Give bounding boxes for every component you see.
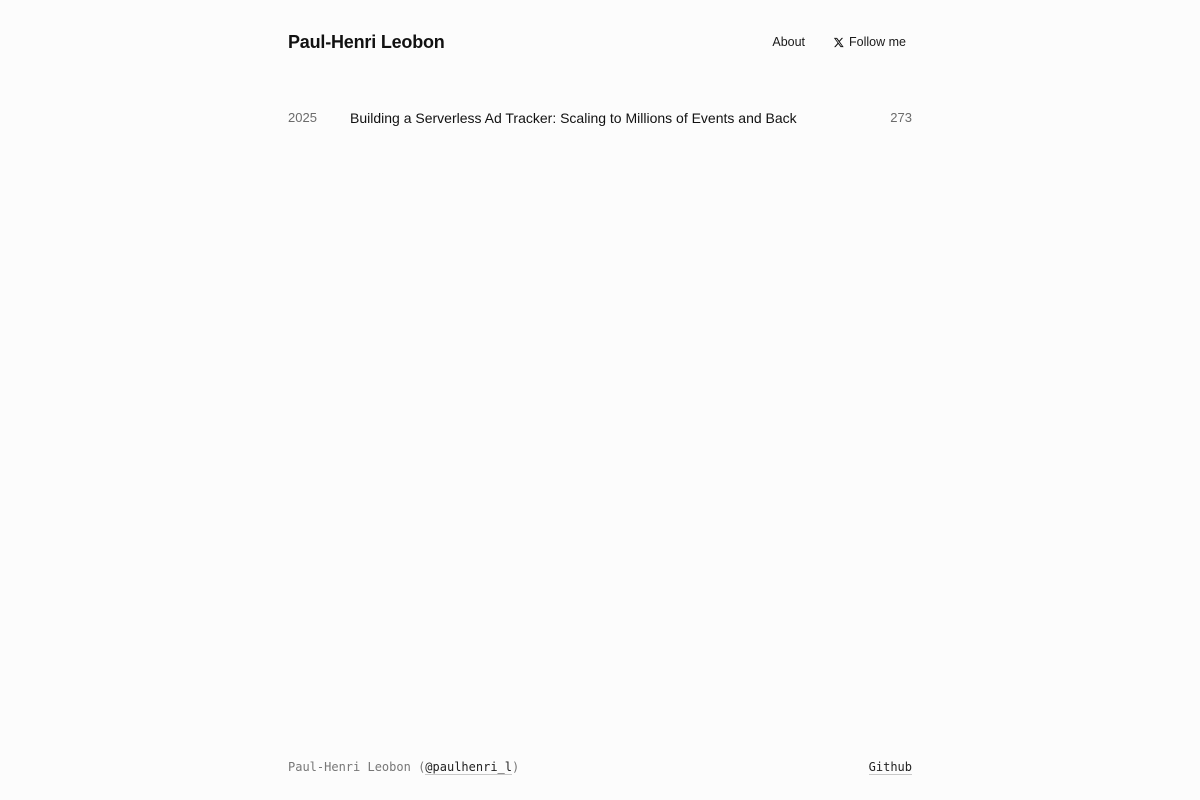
follow-me-link[interactable] (833, 30, 906, 54)
github-link[interactable]: Github (868, 760, 912, 774)
footer-links (869, 757, 912, 777)
footer-close-paren: ) (512, 760, 520, 774)
footer-open-paren: ( (418, 760, 426, 774)
footer-author-name: Paul-Henri Leobon (288, 760, 411, 774)
follow-me-label: Follow me (849, 35, 906, 49)
post-year: 2025 (288, 110, 317, 125)
top-nav (772, 30, 906, 54)
about-link[interactable]: About (772, 35, 806, 49)
site-footer (288, 757, 912, 777)
post-row[interactable] (288, 106, 912, 130)
site-header (288, 30, 912, 54)
twitter-handle-link[interactable]: @paulhenri_l (425, 760, 512, 774)
footer-credit (288, 757, 519, 777)
post-list (288, 106, 912, 130)
post-title: Building a Serverless Ad Tracker: Scaling to Millions of Events and Back (350, 110, 797, 126)
page-container (288, 0, 912, 800)
x-logo-icon (833, 37, 844, 48)
site-title-link[interactable]: Paul-Henri Leobon (288, 32, 445, 52)
post-view-count: 273 (890, 110, 912, 125)
